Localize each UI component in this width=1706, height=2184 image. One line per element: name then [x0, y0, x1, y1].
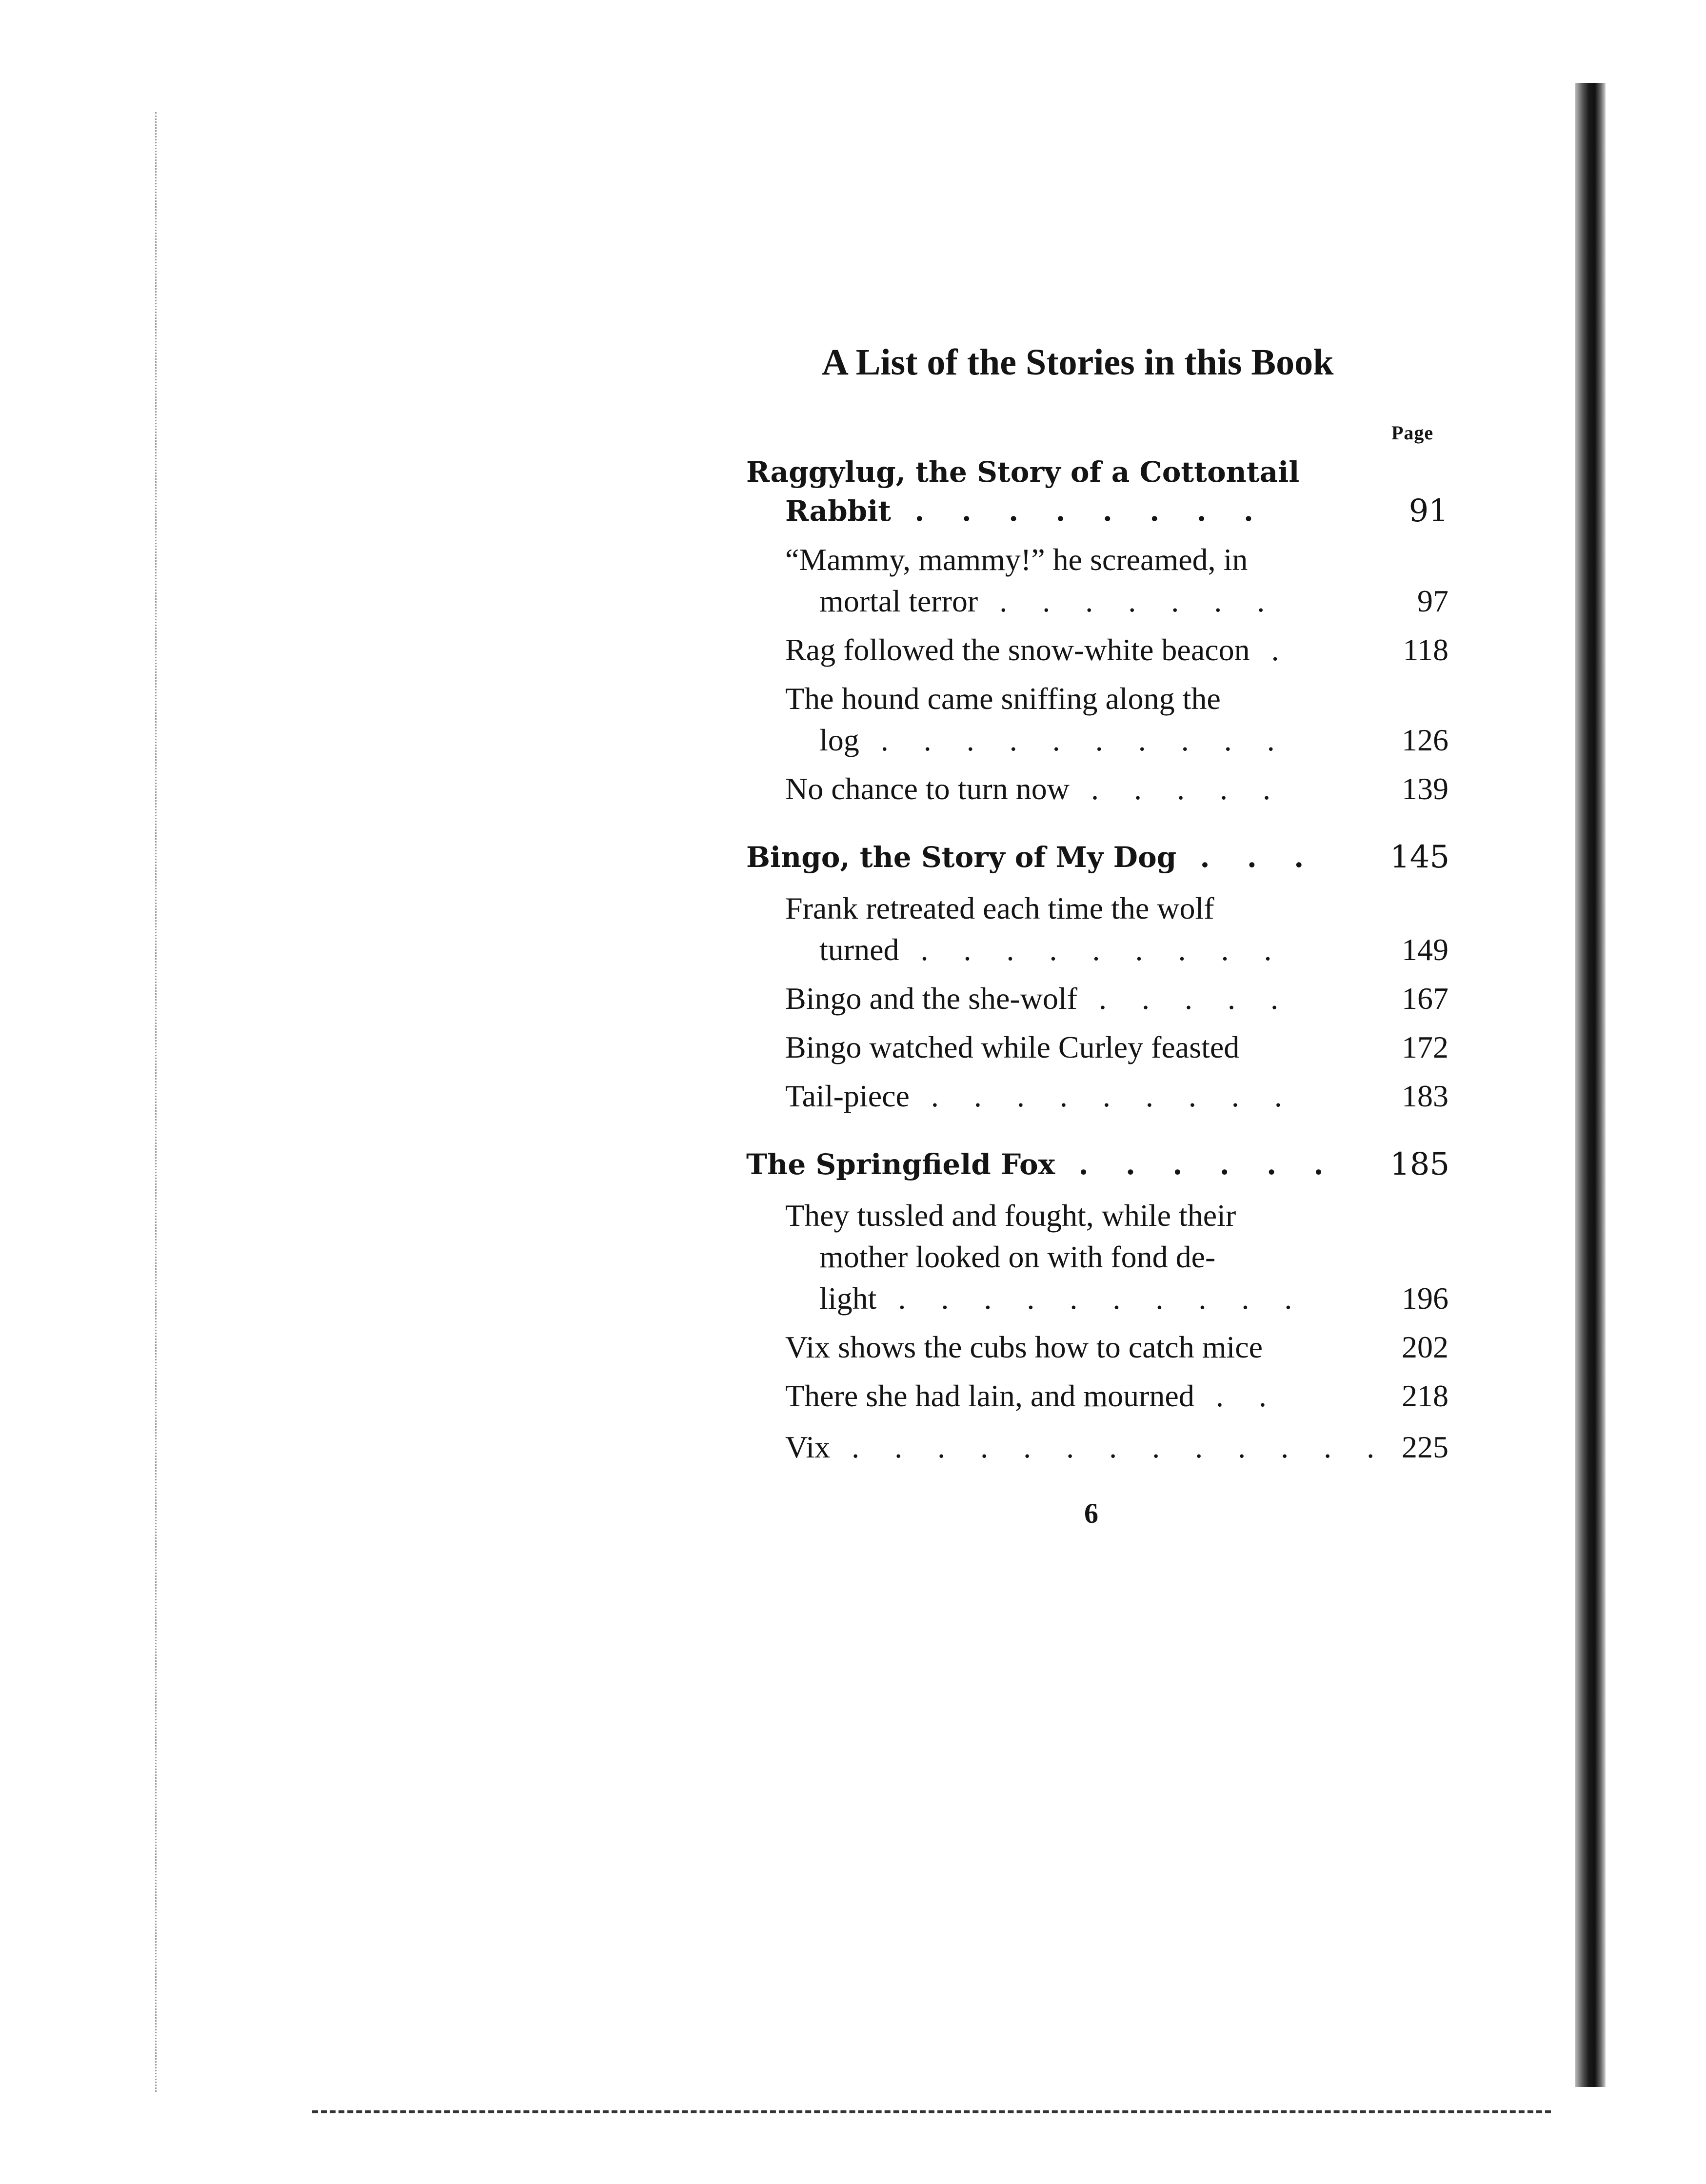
page-number: 145: [1390, 839, 1450, 875]
story-title-continued[interactable]: Rabbit . . . . . . . . 91: [746, 490, 1448, 532]
illustration-entry-continued[interactable]: log . . . . . . . . . . 126: [819, 719, 1448, 761]
page-column-label: Page: [1391, 422, 1434, 444]
page-number: 202: [1402, 1330, 1448, 1364]
page-number: 97: [1417, 584, 1448, 618]
illustration-entry[interactable]: They tussled and fought, while their: [785, 1198, 1236, 1233]
illustration-entry[interactable]: Vix . . . . . . . . . . . . . 225: [785, 1426, 1448, 1468]
illustration-entry[interactable]: Bingo and the she-wolf . . . . . 167: [785, 978, 1448, 1020]
page-title: A List of the Stories in this Book: [822, 342, 1334, 383]
page-number: 218: [1402, 1378, 1448, 1413]
page-left-edge: [155, 112, 157, 2092]
illustration-entry-continued[interactable]: mortal terror . . . . . . . 97: [819, 580, 1448, 622]
story-title[interactable]: Raggylug, the Story of a Cottontail: [746, 455, 1300, 489]
page-number: 91: [1408, 493, 1448, 529]
illustration-entry-continued[interactable]: light . . . . . . . . . . 196: [819, 1278, 1448, 1319]
illustration-entry-continued[interactable]: mother looked on with fond de-: [819, 1240, 1216, 1274]
illustration-entry-continued[interactable]: turned . . . . . . . . . 149: [819, 929, 1448, 971]
story-title[interactable]: The Springfield Fox . . . . . . 185: [746, 1143, 1448, 1185]
illustration-entry[interactable]: There she had lain, and mourned . . 218: [785, 1375, 1448, 1417]
illustration-entry[interactable]: Vix shows the cubs how to catch mice 202: [785, 1326, 1448, 1368]
illustration-entry[interactable]: Bingo watched while Curley feasted 172: [785, 1026, 1448, 1068]
page-number: 225: [1402, 1430, 1448, 1464]
book-binding-shadow: [1575, 83, 1606, 2087]
illustration-entry[interactable]: The hound came sniffing along the: [785, 681, 1221, 716]
illustration-entry[interactable]: No chance to turn now . . . . . 139: [785, 768, 1448, 810]
page-number: 196: [1402, 1281, 1448, 1316]
page-folio-number: 6: [1084, 1497, 1098, 1529]
page-number: 183: [1402, 1079, 1448, 1113]
page-number: 139: [1402, 771, 1448, 806]
story-title[interactable]: Bingo, the Story of My Dog . . . 145: [746, 836, 1448, 878]
illustration-entry[interactable]: Tail-piece . . . . . . . . . 183: [785, 1075, 1448, 1117]
page-number: 172: [1402, 1030, 1448, 1064]
page-number: 149: [1402, 932, 1448, 967]
page-number: 167: [1402, 981, 1448, 1016]
page-number: 185: [1390, 1146, 1450, 1182]
illustration-entry[interactable]: Frank retreated each time the wolf: [785, 891, 1214, 925]
page-bottom-edge: [312, 2110, 1551, 2113]
illustration-entry[interactable]: Rag followed the snow-white beacon . 118: [785, 629, 1448, 671]
page-number: 126: [1402, 723, 1448, 757]
page-number: 118: [1403, 632, 1448, 667]
illustration-entry[interactable]: “Mammy, mammy!” he screamed, in: [785, 542, 1248, 577]
